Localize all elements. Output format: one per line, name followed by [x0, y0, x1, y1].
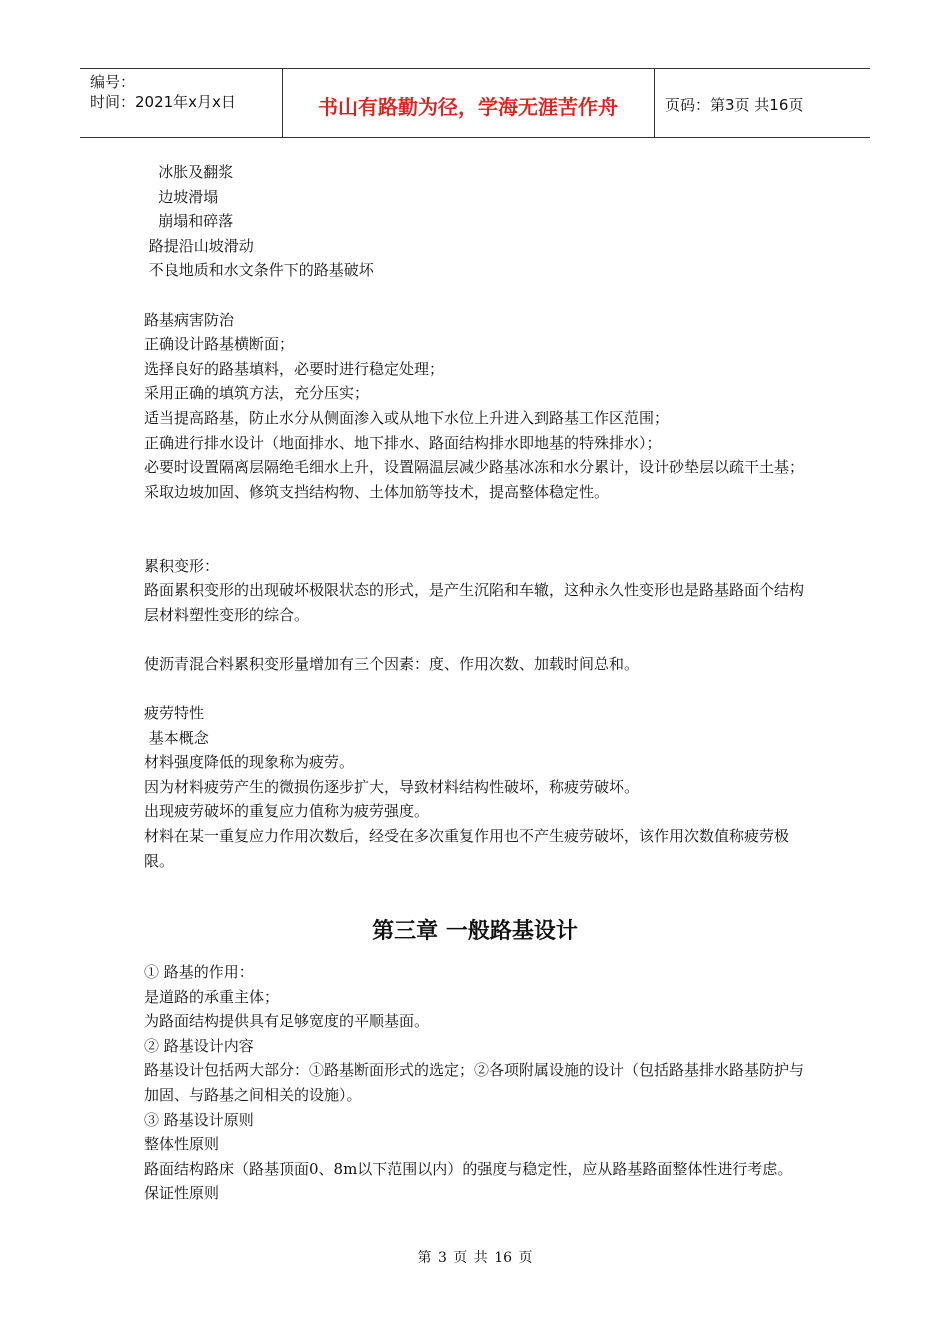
body-paragraph: 路面累积变形的出现破坏极限状态的形式，是产生沉陷和车辙，这种永久性变形也是路基路面个结构层材料塑性变形的综合。 — [144, 581, 805, 624]
chapter-title: 第三章 一般路基设计 — [372, 919, 578, 944]
chapter-body — [144, 960, 812, 1206]
body-line: 路提沿山坡滑动 — [144, 236, 254, 255]
spacer — [144, 529, 812, 554]
header-motto: 书山有路勤为径，学海无涯苦作舟 — [318, 95, 618, 119]
body-paragraph: 路面结构路床（路基顶面0、8m以下范围以内）的强度与稳定性，应从路基路面整体性进行考虑。 — [144, 1159, 793, 1178]
body-paragraph: 必要时设置隔离层隔绝毛细水上升，设置隔温层减少路基冰冻和水分累计，设计砂垫层以疏干土基； — [144, 458, 805, 477]
document-date: 时间：2021年x月x日 — [90, 93, 236, 111]
body-line: 保证性原则 — [144, 1184, 220, 1203]
body-line: 是道路的承重主体； — [144, 987, 280, 1006]
body-line: ② 路基设计内容 — [144, 1036, 254, 1055]
body-line: 冰胀及翻浆 — [144, 163, 234, 181]
body-line: ③ 路基设计原则 — [144, 1110, 254, 1129]
body-line: 崩塌和碎落 — [144, 212, 234, 231]
body-line: 出现疲劳破坏的重复应力值称为疲劳强度。 — [144, 802, 430, 821]
body-line: 因为材料疲劳产生的微损伤逐步扩大，导致材料结构性破坏，称疲劳破坏。 — [144, 777, 640, 796]
body-line: 选择良好的路基填料，必要时进行稳定处理； — [144, 359, 445, 378]
section-heading: 路基病害防治 — [144, 310, 235, 329]
section-subheading: 基本概念 — [144, 728, 209, 747]
body-line: 为路面结构提供具有足够宽度的平顺基面。 — [144, 1012, 430, 1031]
body-paragraph: 路基设计包括两大部分：①路基断面形式的选定；②各项附属设施的设计（包括路基排水路基防护与加固、与路基之间相关的设施）。 — [144, 1061, 805, 1104]
body-line: 采取边坡加固、修筑支挡结构物、土体加筋等技术，提高整体稳定性。 — [144, 482, 610, 501]
header-right-cell — [655, 69, 870, 137]
page-footer: 第 3 页 共 16 页 — [417, 1250, 533, 1266]
body-line: 正确设计路基横断面； — [144, 335, 295, 354]
body-line: ① 路基的作用： — [144, 963, 254, 981]
body-line: 整体性原则 — [144, 1135, 220, 1154]
body-line: 材料强度降低的现象称为疲劳。 — [144, 753, 355, 772]
body-line: 正确进行排水设计（地面排水、地下排水、路面结构排水即地基的特殊排水）； — [144, 433, 662, 452]
header-left-cell — [80, 69, 283, 137]
section-heading: 疲劳特性 — [144, 704, 205, 723]
body-line: 边坡滑塌 — [144, 187, 219, 206]
header-middle-cell — [282, 69, 655, 137]
spacer — [144, 676, 812, 701]
body-line: 采用正确的填筑方法，充分压实； — [144, 384, 370, 403]
page-header — [80, 68, 870, 138]
header-page-info: 页码：第3页 共16页 — [665, 96, 804, 114]
body-line: 适当提高路基，防止水分从侧面渗入或从地下水位上升进入到路基工作区范围； — [144, 408, 670, 427]
section-heading: 累积变形： — [144, 556, 220, 575]
spacer — [144, 504, 812, 529]
spacer — [144, 627, 812, 652]
spacer — [144, 283, 812, 308]
document-number-label: 编号： — [90, 73, 136, 91]
body-line: 不良地质和水文条件下的路基破坏 — [144, 261, 374, 280]
body-paragraph: 材料在某一重复应力作用次数后，经受在多次重复作用也不产生疲劳破坏，该作用次数值称疲劳极限。 — [144, 827, 790, 870]
document-body — [144, 160, 812, 873]
body-line: 使沥青混合料累积变形量增加有三个因素：度、作用次数、加载时间总和。 — [144, 654, 640, 673]
